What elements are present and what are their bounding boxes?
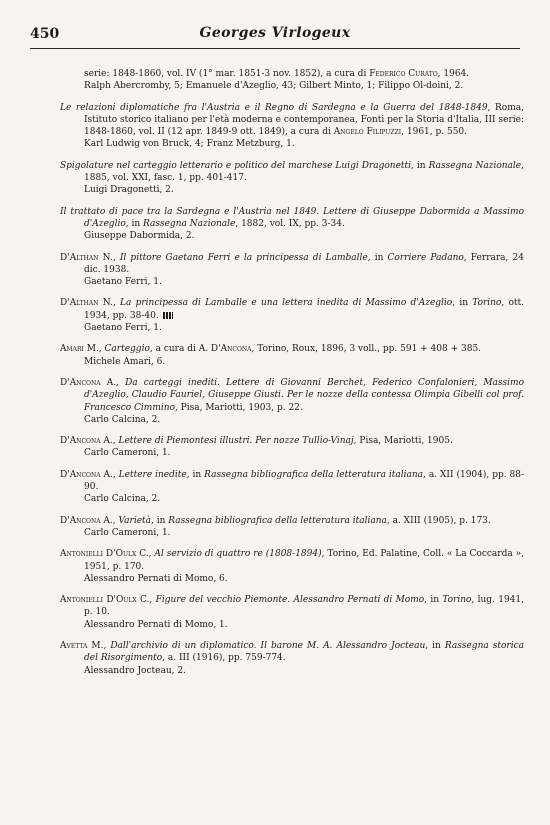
citation-text: , ott. 1934, pp. 38-40. xyxy=(84,298,525,321)
citation-text: , in xyxy=(425,640,445,651)
citation-title: Lettere inedite xyxy=(118,469,187,480)
citation-title: Rassegna Nazionale xyxy=(143,218,236,229)
citation-title: Corriere Padano xyxy=(387,252,464,263)
citation-text: A., xyxy=(100,469,119,480)
bibliography-entry xyxy=(60,548,524,585)
citation-title: Figure del vecchio Piemonte. Alessandro Pernati di Momo xyxy=(155,595,425,606)
citation-author: Amari xyxy=(60,344,84,355)
citation-text: , 1961, p. 550. xyxy=(401,127,468,138)
index-names: Alessandro Jocteau, 2. xyxy=(84,665,186,676)
citation-text: M., xyxy=(83,344,105,355)
bibliography-entry xyxy=(60,594,524,631)
citation xyxy=(60,469,525,494)
citation-author: D'Ancona xyxy=(210,344,252,355)
citation xyxy=(60,548,524,573)
citation-text: , 1882, vol. IX, pp. 3-34. xyxy=(235,218,345,229)
citation xyxy=(60,515,524,527)
bibliography-entry xyxy=(60,640,524,677)
index-names: Karl Ludwig von Bruck, 4; Franz Metzburg, 1. xyxy=(84,139,295,150)
citation-text: C., xyxy=(136,549,155,560)
citation xyxy=(60,377,524,414)
citation xyxy=(60,160,525,185)
bibliography-entry xyxy=(60,102,524,151)
citation-text: , lug. 1941, p. 10. xyxy=(84,595,524,618)
ink-smudge-icon xyxy=(163,312,173,319)
citation-text: , in xyxy=(452,298,473,309)
citation-text: , Roma, Istituto storico italiano per l'età moderna e contemporanea, Fonti per la Storia d'Italia, III serie: 1848-1860, vol. II (12 apr. 1849-9 ott. 1849), a cura di xyxy=(84,102,524,138)
citation xyxy=(60,435,524,447)
bibliography-entry xyxy=(60,343,524,368)
index-names: Giuseppe Dabormida, 2. xyxy=(84,231,195,242)
citation-text: , in xyxy=(125,218,144,229)
citation-title: Rassegna bibliografica della letteratura italiana xyxy=(168,515,387,526)
bibliography-entry xyxy=(60,469,524,506)
index-names: Alessandro Pernati di Momo, 1. xyxy=(84,619,228,630)
citation-text: , Pisa, Mariotti, 1903, p. 22. xyxy=(174,402,303,413)
running-title: Georges Virlogeux xyxy=(199,25,351,41)
citation-text: , Torino, Roux, 1896, 3 voll., pp. 591 + 408 + 385. xyxy=(251,344,482,355)
citation-title: Dall'archivio di un diplomatico. Il barone M. A. Alessandro Jocteau xyxy=(110,640,426,651)
citation-text: A., xyxy=(100,377,126,388)
citation-title: La principessa di Lamballe e una lettera inedita di Massimo d'Azeglio xyxy=(120,298,453,309)
citation-title: Lettere di Piemontesi illustri. Per nozze Tullio-Vinaj xyxy=(118,436,354,447)
citation-title: Il trattato di pace tra la Sardegna e l'Austria nel 1849. Lettere di Giuseppe Dabormida a Massimo d'Azeglio xyxy=(60,206,524,229)
index-names: Michele Amari, 6. xyxy=(84,356,166,367)
citation xyxy=(60,206,524,231)
citation-author: D'Ancona xyxy=(60,436,101,447)
index-names: Gaetano Ferri, 1. xyxy=(84,277,162,288)
index-names: Carlo Cameroni, 1. xyxy=(84,448,171,459)
citation-text: , a. III (1916), pp. 759-774. xyxy=(162,653,286,664)
citation-author: Angelo Filipuzzi xyxy=(333,127,402,138)
citation-text: , a. XIII (1905), p. 173. xyxy=(386,515,491,526)
citation-author: Avetta xyxy=(60,640,88,651)
page-header xyxy=(30,24,520,49)
bibliography-list xyxy=(60,68,524,686)
citation-text: N., xyxy=(98,252,120,263)
citation-author: Antonielli D'Oulx xyxy=(60,595,137,606)
citation-title: Rassegna storica del Risorgimento xyxy=(84,640,524,664)
index-names: Luigi Dragonetti, 2. xyxy=(84,185,174,196)
citation-text: , a. XII (1904), pp. 88-90. xyxy=(84,469,525,493)
citation xyxy=(60,297,525,322)
bibliography-entry xyxy=(60,297,524,334)
bibliography-entry xyxy=(60,160,524,197)
citation-title: Rassegna bibliografica della letteratura italiana xyxy=(204,469,424,480)
citation-title: Al servizio di quattro re (1808-1894) xyxy=(154,549,322,560)
bibliography-entry xyxy=(60,377,524,426)
citation-text: M., xyxy=(87,640,111,651)
citation-author: D'Ancona xyxy=(60,469,101,480)
index-names: Ralph Abercromby, 5; Emanuele d'Azeglio, 43; Gilbert Minto, 1; Filippo Ol-doini, 2. xyxy=(84,81,464,92)
index-names: Gaetano Ferri, 1. xyxy=(84,323,162,334)
citation xyxy=(60,252,524,277)
citation-title: Da carteggi inediti. Lettere di Giovanni Berchet, Federico Confalonieri, Massimo d'Azeglio, Claudio Fauriel, Giuseppe Giusti. Per le nozze della contessa Olimpia Gibelli col prof. Francesco Cimmino xyxy=(84,377,524,413)
citation-text: , in xyxy=(424,595,443,606)
citation xyxy=(60,343,524,355)
citation xyxy=(60,102,524,139)
citation-text: N., xyxy=(98,298,121,309)
citation-text: C., xyxy=(136,595,156,606)
bibliography-entry xyxy=(60,68,524,93)
citation-text: , 1964. xyxy=(437,69,470,79)
citation-title: Carteggio xyxy=(104,344,150,355)
citation xyxy=(60,594,524,619)
index-names: Carlo Calcina, 2. xyxy=(84,414,161,425)
citation-text: , Ferrara, 24 dic. 1938. xyxy=(84,252,524,275)
citation-title: Le relazioni diplomatiche fra l'Austria e il Regno di Sardegna e la Guerra del 1848-1849 xyxy=(60,102,488,113)
index-names: Carlo Calcina, 2. xyxy=(84,494,161,505)
citation-text: A., xyxy=(100,436,119,447)
index-names: Carlo Cameroni, 1. xyxy=(84,527,171,538)
bibliography-entry xyxy=(60,515,524,540)
citation-text: , in xyxy=(367,252,388,263)
citation-author: Antonielli D'Oulx xyxy=(60,549,137,560)
index-names: Alessandro Pernati di Momo, 6. xyxy=(84,573,228,584)
citation-text: , a cura di A. xyxy=(149,344,211,355)
citation-title: Torino xyxy=(472,298,502,309)
citation-title: Rassegna Nazionale xyxy=(428,160,522,171)
page-number: 450 xyxy=(30,26,60,42)
citation-text: , in xyxy=(151,515,169,526)
citation-author: D'Ancona xyxy=(60,377,101,388)
citation-title: Varietà xyxy=(118,515,152,526)
citation-author: D'Althan xyxy=(60,298,99,309)
citation-text: A., xyxy=(100,515,119,526)
bibliography-entry xyxy=(60,252,524,289)
citation-title: Spigolature nel carteggio letterario e politico del marchese Luigi Dragonetti xyxy=(60,160,412,171)
citation-text: , Torino, Ed. Palatine, Coll. « La Coccarda », 1951, p. 170. xyxy=(84,549,524,572)
bibliography-entry xyxy=(60,435,524,460)
citation-text: serie: 1848-1860, vol. IV (1° mar. 1851-3 nov. 1852), a cura di xyxy=(84,69,370,79)
citation-title: Torino xyxy=(442,595,472,606)
citation xyxy=(60,640,524,665)
citation-text: , 1885, vol. XXI, fasc. 1, pp. 401-417. xyxy=(84,160,525,184)
citation-title: Il pittore Gaetano Ferri e la principessa di Lamballe xyxy=(119,252,368,263)
citation-text: , Pisa, Mariotti, 1905. xyxy=(353,436,453,447)
citation-text: , in xyxy=(186,469,205,480)
citation-author: Federico Curato xyxy=(369,69,438,79)
citation-text: , in xyxy=(411,160,429,171)
citation xyxy=(84,68,524,80)
citation-author: D'Althan xyxy=(60,252,99,263)
bibliography-entry xyxy=(60,206,524,243)
citation-author: D'Ancona xyxy=(60,515,101,526)
